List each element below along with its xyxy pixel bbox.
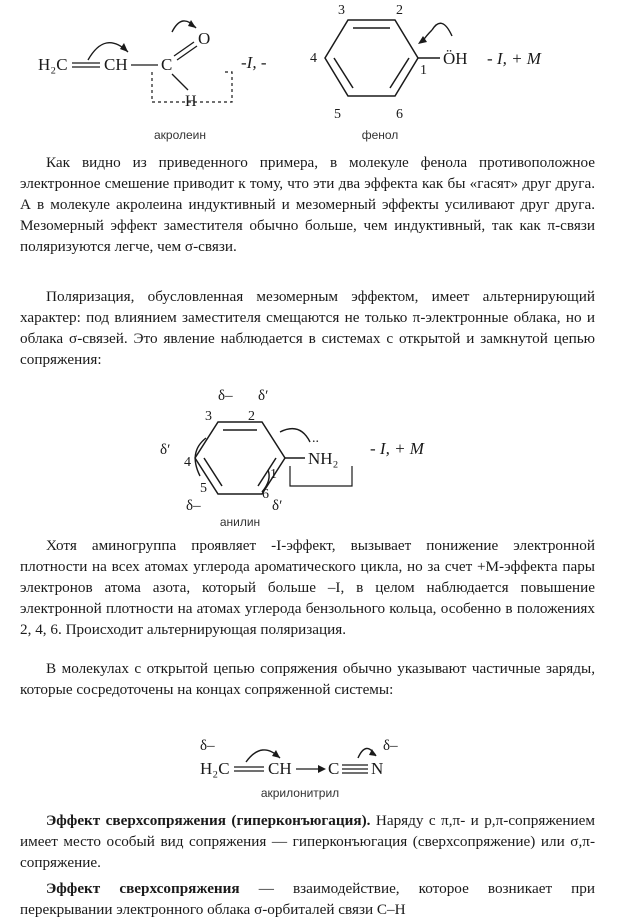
acrolein-co-bond-1 bbox=[174, 42, 194, 56]
acrylonitrile-single-head bbox=[318, 765, 326, 773]
acrolein-caption: акролеин bbox=[153, 128, 206, 142]
paragraph-4: В молекулах с открытой цепью сопряжения обычно указывают частичные заряды, которые сосредоточены на концах сопряженной системы: bbox=[20, 660, 595, 698]
acrylonitrile-delta-left: δ– bbox=[200, 738, 215, 754]
acrolein-arrow-1-head bbox=[120, 43, 128, 52]
acrolein-co-bond-2 bbox=[177, 46, 197, 60]
acrolein-ch: CH bbox=[104, 55, 128, 74]
acrylonitrile-c: C bbox=[328, 759, 340, 778]
phenol-pos-1: 1 bbox=[420, 63, 427, 78]
phenol-caption: фенол bbox=[361, 128, 399, 142]
figure-aniline bbox=[0, 380, 619, 520]
phenol-pos-5: 5 bbox=[334, 107, 341, 122]
aniline-pos-4: 4 bbox=[184, 455, 191, 470]
acrylonitrile-delta-right: δ– bbox=[383, 738, 398, 754]
aniline-pos-5: 5 bbox=[200, 481, 207, 496]
paragraph-5 bbox=[20, 810, 595, 873]
aniline-conjugation-box bbox=[290, 466, 352, 486]
paragraph-1: Как видно из приведенного примера, в молекуле фенола противоположное электронное смешение приводит к тому, что эти два эффекта как бы «гасят» друг друга. А в молекуле акролеина индуктивный и мезомерный эффекты усиливают друг друга. Мезомерный эффект заместителя обычно больше, чем индуктивный, так как π-связи поляризуются легче, чем σ-связи. bbox=[20, 154, 595, 255]
aniline-effect: - I, + M bbox=[370, 439, 424, 458]
acrylonitrile-n: N bbox=[371, 759, 384, 778]
acrolein-h: H bbox=[185, 93, 197, 110]
phenol-inner-bond-3 bbox=[334, 58, 353, 88]
acrylonitrile-h2c: H₂C bbox=[200, 759, 230, 778]
acrylonitrile-arrow-1-head bbox=[272, 750, 280, 758]
aniline-caption: анилин bbox=[219, 515, 261, 529]
aniline-pos-6: 6 bbox=[262, 487, 269, 502]
aniline-delta-2: δ′ bbox=[258, 388, 269, 404]
acrolein-arrow-2-head bbox=[188, 20, 196, 28]
paragraph-5-heading: Эффект сверхсопряжения (гиперконъюгация). bbox=[46, 812, 371, 829]
phenol-pos-6: 6 bbox=[396, 107, 403, 122]
aniline-ring bbox=[195, 422, 285, 494]
acrolein-c: C bbox=[161, 55, 173, 74]
acrylonitrile-caption: акрилонитрил bbox=[260, 786, 340, 800]
acrolein-h2c: H₂C bbox=[38, 55, 68, 74]
aniline-arrow-n bbox=[280, 429, 310, 442]
phenol-arrow-tail bbox=[422, 30, 432, 42]
phenol-ring bbox=[325, 20, 418, 96]
aniline-pos-2: 2 bbox=[248, 409, 255, 424]
acrylonitrile-ch: CH bbox=[268, 759, 292, 778]
paragraph-6-text: — взаимодействие, которое возникает при перекрывании электронного облака σ-орбиталей связи С–Н bbox=[20, 880, 596, 918]
phenol-oh: ÖH bbox=[443, 49, 468, 68]
phenol-pos-3: 3 bbox=[338, 3, 345, 18]
aniline-delta-5: δ– bbox=[186, 498, 201, 514]
phenol-effect: - I, + M bbox=[487, 49, 541, 68]
aniline-delta-4: δ′ bbox=[160, 442, 171, 458]
figure-acrolein-phenol bbox=[0, 0, 619, 150]
paragraph-2: Поляризация, обусловленная мезомерным эффектом, имеет альтернирующий характер: под влиянием заместителя смещаются не только π-электронные облака, но и облака σ-связей. Это явление наблюдается в системах с открытой и замкнутой цепью сопряжения: bbox=[20, 288, 595, 368]
acrolein-effect: -I, - bbox=[241, 53, 267, 72]
paragraph-6 bbox=[20, 878, 595, 920]
paragraph-6-heading: Эффект сверхсопряжения bbox=[46, 880, 240, 897]
aniline-pos-3: 3 bbox=[205, 409, 212, 424]
paragraph-3: Хотя аминогруппа проявляет -I-эффект, вызывает понижение электронной плотности на всех атомах углерода ароматического цикла, но за счет +M-эффекта пары электронов атома азота, который больше –I, в целом наблюдается повышение электронной плотности на атомах углерода бензольного кольца, особенно в положениях 2, 4, 6. Происходит альтернирующая поляризация. bbox=[20, 537, 595, 638]
phenol-arrow bbox=[432, 23, 452, 36]
aniline-delta-3: δ– bbox=[218, 388, 233, 404]
paragraph-5-text: Наряду с π,π- и p,π-сопряжением имеет место особый вид сопряжения — гиперконъюгация (сверхсопряжение) или σ,π-сопряжение. bbox=[20, 812, 596, 871]
acrolein-o: O bbox=[198, 29, 211, 48]
phenol-inner-bond-2 bbox=[390, 58, 409, 88]
acrolein-ch-bond bbox=[172, 74, 188, 90]
aniline-pos-1: 1 bbox=[270, 467, 277, 482]
phenol-pos-2: 2 bbox=[396, 3, 403, 18]
aniline-lone-pair: .. bbox=[312, 431, 319, 446]
phenol-pos-4: 4 bbox=[310, 51, 317, 66]
aniline-nh2: NH₂ bbox=[308, 449, 339, 468]
aniline-delta-6: δ′ bbox=[272, 498, 283, 514]
